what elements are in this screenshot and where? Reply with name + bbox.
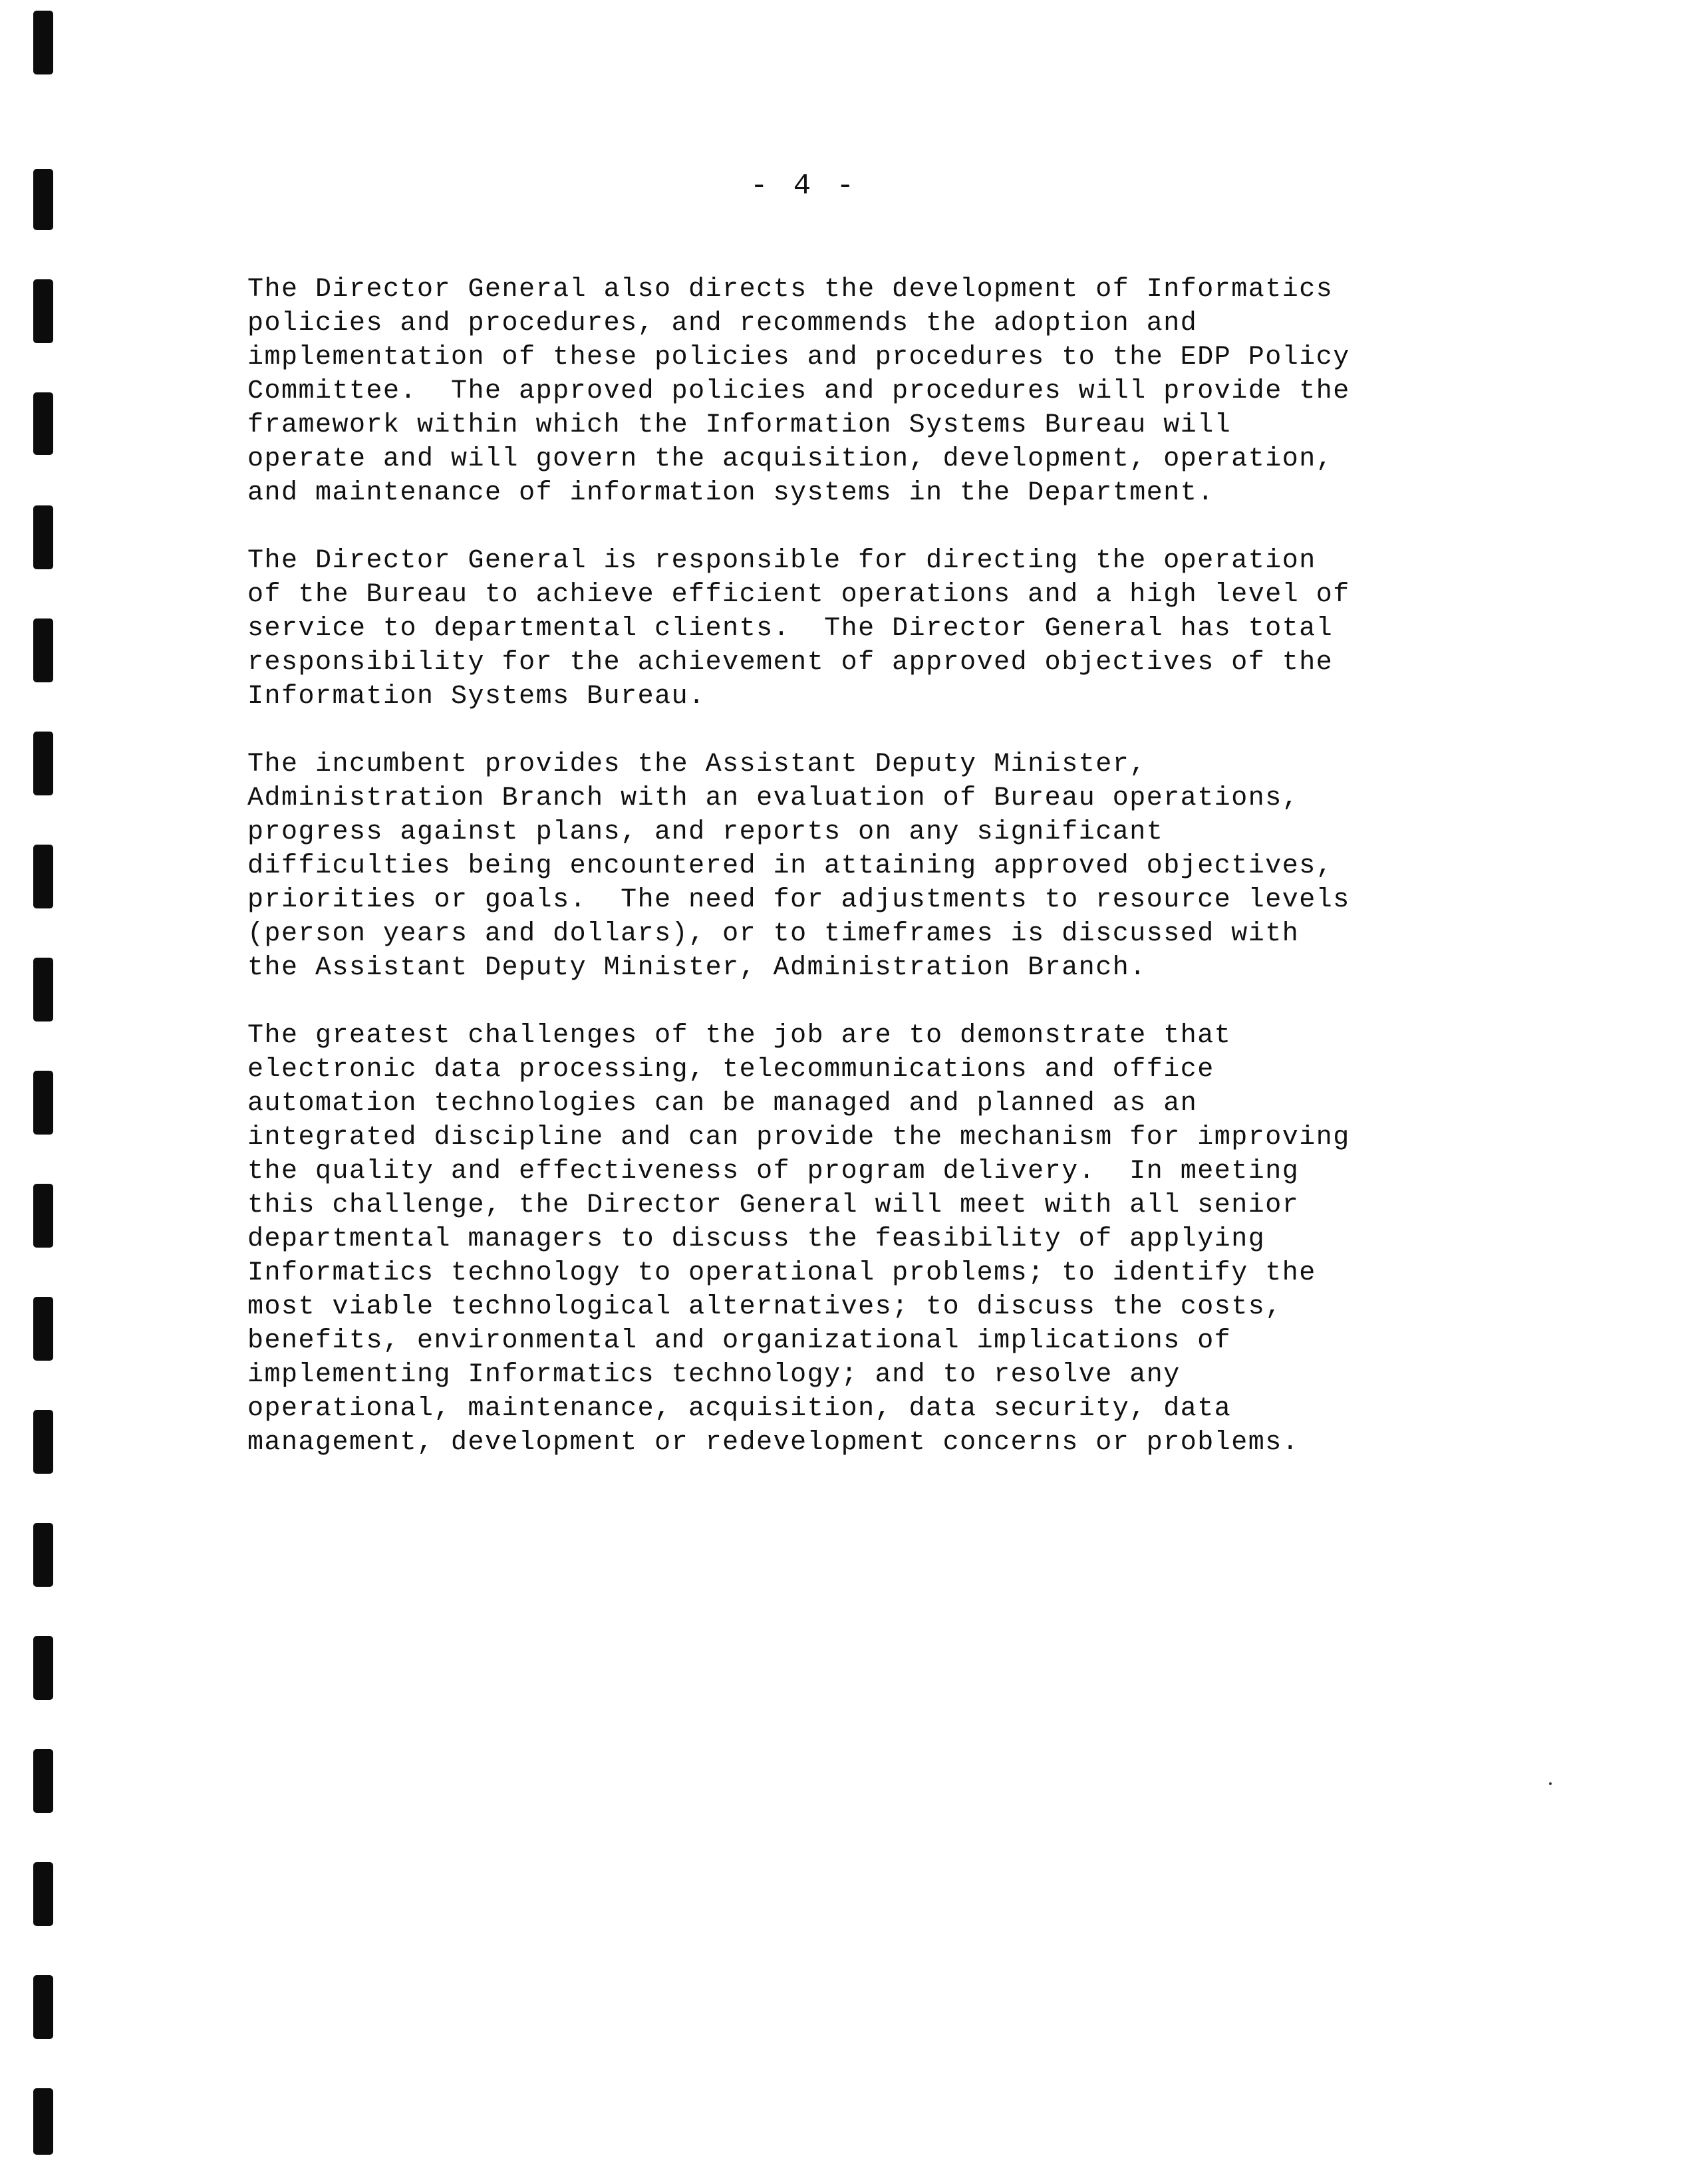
text-line: Informatics technology to operational problems; to identify the (247, 1258, 1316, 1288)
page-number: - 4 - (750, 170, 859, 203)
binding-mark (33, 1410, 53, 1474)
text-line: integrated discipline and can provide the mechanism for improving (247, 1123, 1350, 1153)
binding-mark (33, 1071, 53, 1135)
binding-mark (33, 1636, 53, 1700)
paragraph-informatics-policies (247, 273, 1351, 510)
text-line: (person years and dollars), or to timeframes is discussed with (247, 919, 1300, 949)
text-line: this challenge, the Director General will meet with all senior (247, 1190, 1300, 1220)
binding-mark (33, 1862, 53, 1926)
text-line: difficulties being encountered in attaining approved objectives, (247, 851, 1334, 881)
text-line: electronic data processing, telecommunications and office (247, 1055, 1214, 1085)
text-line: The Director General also directs the development of Informatics (247, 275, 1334, 305)
binding-mark (33, 618, 53, 682)
binding-mark (33, 505, 53, 569)
binding-mark (33, 1975, 53, 2039)
scan-speck (1549, 1782, 1552, 1785)
text-line: and maintenance of information systems in the Department. (247, 478, 1214, 508)
text-line: priorities or goals. The need for adjustments to resource levels (247, 885, 1350, 915)
text-line: The Director General is responsible for directing the operation (247, 546, 1316, 576)
paragraph-bureau-operation (247, 544, 1351, 714)
text-line: management, development or redevelopment concerns or problems. (247, 1428, 1300, 1458)
text-line: service to departmental clients. The Director General has total (247, 614, 1334, 644)
binding-mark (33, 2088, 53, 2155)
binding-mark (33, 169, 53, 230)
text-line: of the Bureau to achieve efficient operations and a high level of (247, 580, 1350, 610)
text-line: most viable technological alternatives; to discuss the costs, (247, 1292, 1282, 1322)
binding-mark (33, 1297, 53, 1361)
text-line: Administration Branch with an evaluation of Bureau operations, (247, 783, 1300, 813)
text-line: automation technologies can be managed and planned as an (247, 1089, 1198, 1119)
text-line: Committee. The approved policies and procedures will provide the (247, 376, 1350, 406)
text-line: Information Systems Bureau. (247, 682, 706, 712)
text-line: The incumbent provides the Assistant Deputy Minister, (247, 750, 1147, 779)
text-line: framework within which the Information Systems Bureau will (247, 410, 1232, 440)
text-line: responsibility for the achievement of approved objectives of the (247, 648, 1334, 678)
text-line: implementation of these policies and procedures to the EDP Policy (247, 342, 1350, 372)
text-line: The greatest challenges of the job are to demonstrate that (247, 1021, 1232, 1051)
binding-mark (33, 1749, 53, 1813)
paragraph-greatest-challenges (247, 1019, 1351, 1460)
binding-mark (33, 11, 53, 74)
binding-mark (33, 845, 53, 908)
binding-mark (33, 1184, 53, 1248)
text-line: policies and procedures, and recommends the adoption and (247, 309, 1198, 339)
document-body (247, 273, 1351, 1494)
text-line: operational, maintenance, acquisition, data security, data (247, 1394, 1232, 1424)
binding-mark (33, 958, 53, 1022)
text-line: operate and will govern the acquisition, development, operation, (247, 444, 1334, 474)
text-line: benefits, environmental and organizational implications of (247, 1326, 1232, 1356)
paragraph-evaluation-reporting (247, 748, 1351, 985)
binding-mark (33, 279, 53, 343)
text-line: the quality and effectiveness of program delivery. In meeting (247, 1157, 1300, 1186)
binding-mark (33, 392, 53, 455)
binding-mark (33, 1523, 53, 1587)
binding-mark (33, 732, 53, 795)
text-line: departmental managers to discuss the feasibility of applying (247, 1224, 1266, 1254)
text-line: progress against plans, and reports on any significant (247, 817, 1164, 847)
text-line: the Assistant Deputy Minister, Administration Branch. (247, 953, 1147, 983)
text-line: implementing Informatics technology; and to resolve any (247, 1360, 1181, 1390)
